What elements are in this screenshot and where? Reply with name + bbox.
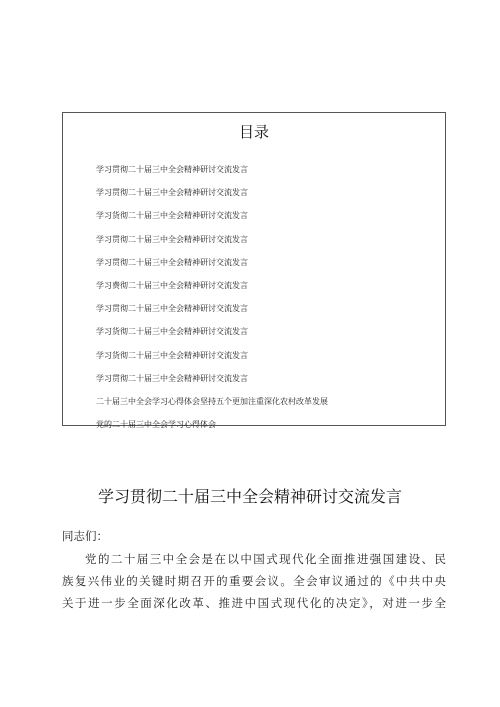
paragraph-line: 族复兴伟业的关键时期召开的重要会议。全会审议通过的《中共中央	[62, 574, 446, 588]
toc-item[interactable]: 学习贯彻二十届三中全会精神研讨交流发言	[96, 373, 248, 383]
toc-item[interactable]: 学习贯彻二十届三中全会精神研讨交流发言	[96, 188, 248, 198]
toc-title: 目录	[238, 123, 269, 141]
toc-item[interactable]: 学习货彻二十届三中全会精神研讨交流发言	[96, 327, 248, 337]
document-title: 学习贯彻二十届三中全会精神研讨交流发言	[97, 487, 402, 506]
paragraph-line: 关于进一步全面深化改革、推进中国式现代化的决定》，对进一步全	[62, 596, 446, 610]
salutation: 同志们：	[62, 529, 108, 543]
toc-list	[96, 163, 328, 441]
paragraph-line: 党的二十届三中全会是在以中国式现代化全面推进强国建设、民	[85, 552, 446, 566]
toc-item[interactable]: 党的二十届三中全会学习心得体会	[96, 420, 216, 430]
toc-item[interactable]: 学习贯彻二十届三中全会精神研讨交流发言	[96, 304, 248, 314]
toc-item[interactable]: 学习费彻二十届三中全会精神研讨交流发言	[96, 280, 248, 290]
toc-item[interactable]: 学习贯彻二十届三中全会精神研讨交流发言	[96, 234, 248, 244]
toc-item[interactable]: 学习货彻二十届三中全会精神研讨交流发言	[96, 211, 248, 221]
body-paragraph	[62, 548, 446, 614]
toc-item[interactable]: 二十届三中全会学习心得体会坚持五个更加注重深化农村改革发展	[96, 396, 328, 406]
toc-item[interactable]: 学习贯彻二十届三中全会精神研讨交流发言	[96, 165, 248, 174]
toc-item[interactable]: 学习贯彻二十届三中全会精神研讨交流发言	[96, 257, 248, 267]
toc-item[interactable]: 学习货彻二十届三中全会精神研讨交流发言	[96, 350, 248, 360]
table-of-contents	[62, 112, 446, 430]
